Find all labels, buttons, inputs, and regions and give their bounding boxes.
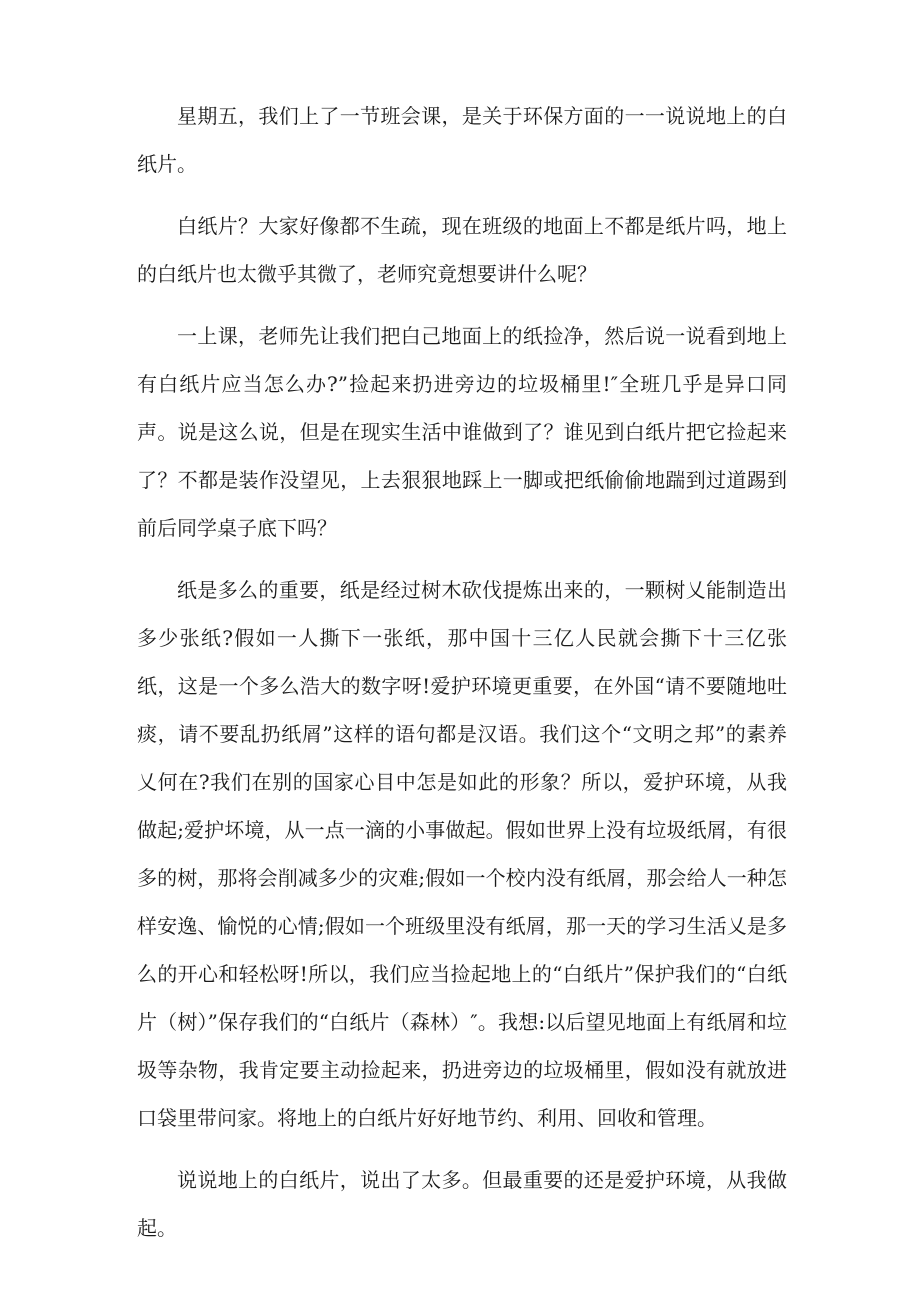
- paragraph-5: 说说地上的白纸片，说出了太多。但最重要的还是爱护环境，从我做起。: [137, 1168, 787, 1240]
- document-body: [137, 92, 787, 1266]
- paragraph-4: 纸是多么的重要，纸是经过树木砍伐提炼出来的，一颗树乂能制造出多少张纸?假如一人撕下一张纸，那中国十三亿人民就会撕下十三亿张纸，这是一个多么浩大的数字呀!爱护环境更重要，在外国“请不要随地吐痰，请不要乱扔纸屑”这样的语句都是汉语。我们这个“文明之邦”的素养乂何在?我们在别的国家心目中怎是如此的形象？所以，爱护环境，从我做起;爱护坏境，从一点一滴的小事做起。假如世界上没有垃圾纸屑，有很多的树，那将会削减多少的灾难;假如一个校内没有纸屑，那会给人一种怎样安逸、愉悦的心情;假如一个班级里没有纸屑，那一天的学习生活乂是多么的开心和轻松呀!所以，我们应当捡起地上的“白纸片”保护我们的“白纸片（树）”保存我们的“白纸片（森林）″。我想:以后望见地面上有纸屑和垃圾等杂物，我肯定要主动捡起来，扔进旁边的垃圾桶里，假如没有就放进口袋里带问家。将地上的白纸片好好地节约、利用、回收和管理。: [137, 578, 787, 1130]
- paragraph-3: 一上课，老师先让我们把白己地面上的纸捡净，然后说一说看到地上有白纸片应当怎么办?”捡起来扔进旁边的垃圾桶里!″全班几乎是异口同声。说是这么说，但是在现实生活中谁做到了？谁见到白纸片把它捡起来了？不都是装作没望见，上去狠狠地踩上一脚或把纸偷偷地踹到过道踢到前后同学桌子底下吗？: [137, 324, 787, 540]
- paragraph-2: 白纸片？大家好像都不生疏，现在班级的地面上不都是纸片吗，地上的白纸片也太微乎其微了，老师究竟想要讲什么呢？: [137, 214, 787, 286]
- paragraph-1: 星期五，我们上了一节班会课，是关于环保方面的一一说说地上的白纸片。: [137, 104, 787, 176]
